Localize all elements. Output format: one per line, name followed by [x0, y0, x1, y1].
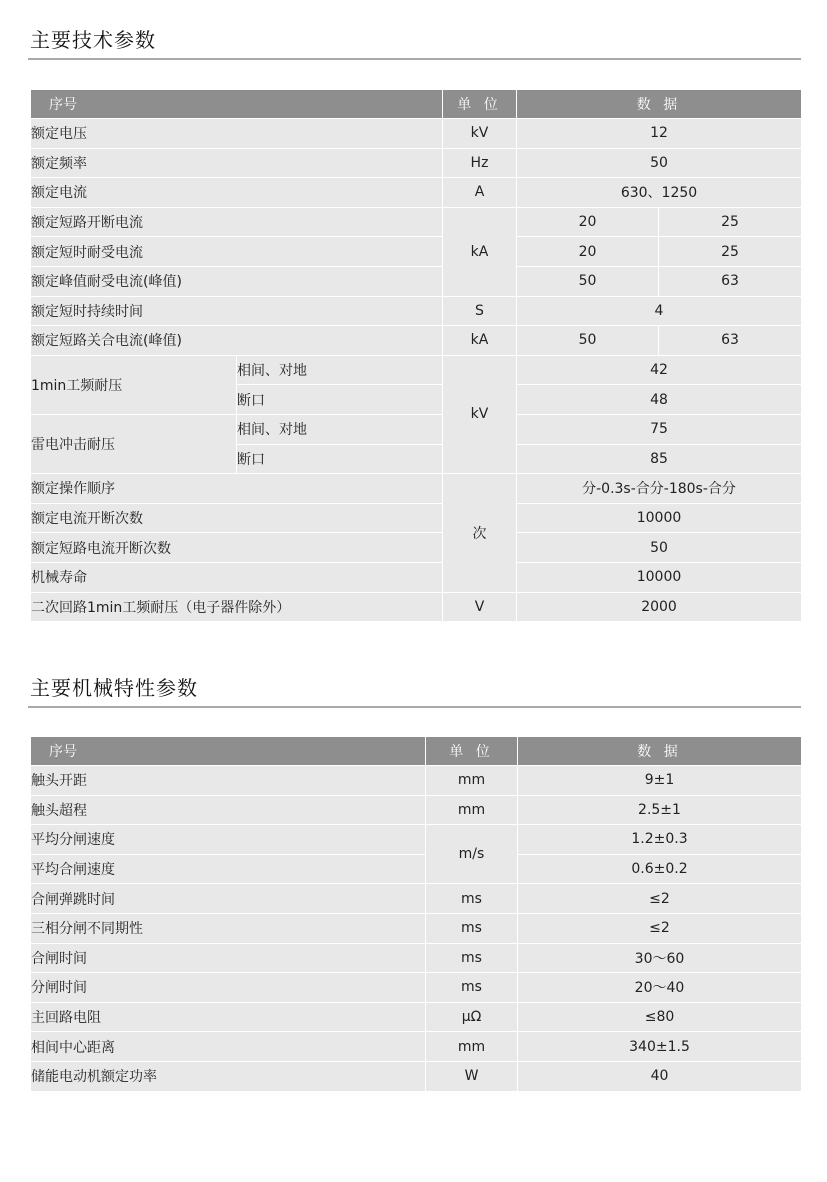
param-value-b: 25: [659, 207, 802, 237]
param-name: 额定电压: [31, 119, 443, 149]
table-row: [31, 503, 802, 533]
table-row: [31, 533, 802, 563]
param-value: 9±1: [518, 766, 802, 796]
param-name: 合闸时间: [31, 943, 426, 973]
table-row: [31, 148, 802, 178]
table-row: [31, 119, 802, 149]
param-unit: mm: [426, 766, 518, 796]
param-name: 额定电流: [31, 178, 443, 208]
header-data: 数 据: [517, 90, 802, 119]
param-value: 0.6±0.2: [518, 854, 802, 884]
section-divider: [28, 58, 801, 60]
param-unit: kA: [443, 207, 517, 296]
param-value-b: 63: [659, 326, 802, 356]
param-name: 合闸弹跳时间: [31, 884, 426, 914]
param-name: 额定短路关合电流(峰值): [31, 326, 443, 356]
table-header-row: [31, 90, 802, 119]
table-header-row: [31, 737, 802, 766]
param-value: 4: [517, 296, 802, 326]
param-unit: ms: [426, 884, 518, 914]
param-name: 主回路电阻: [31, 1002, 426, 1032]
param-value: ≤2: [518, 884, 802, 914]
param-value: 2000: [517, 592, 802, 622]
param-name: 触头开距: [31, 766, 426, 796]
header-unit: 单 位: [443, 90, 517, 119]
param-value-b: 25: [659, 237, 802, 267]
param-value: ≤2: [518, 913, 802, 943]
param-unit: V: [443, 592, 517, 622]
header-unit: 单 位: [426, 737, 518, 766]
header-data: 数 据: [518, 737, 802, 766]
param-unit: m/s: [426, 825, 518, 884]
table-row: [31, 1061, 802, 1091]
table-row: [31, 854, 802, 884]
param-unit: ms: [426, 943, 518, 973]
table-row: [31, 237, 802, 267]
param-value-a: 50: [517, 326, 659, 356]
table-row: [31, 326, 802, 356]
param-value: 75: [517, 414, 802, 444]
table-row: [31, 474, 802, 504]
table-row: [31, 414, 802, 444]
param-unit: A: [443, 178, 517, 208]
param-name: 平均分闸速度: [31, 825, 426, 855]
param-unit: μΩ: [426, 1002, 518, 1032]
table-row: [31, 913, 802, 943]
table-row: [31, 1002, 802, 1032]
param-subname: 相间、对地: [237, 355, 443, 385]
param-unit: 次: [443, 474, 517, 592]
param-unit: S: [443, 296, 517, 326]
param-unit: kV: [443, 119, 517, 149]
param-unit: W: [426, 1061, 518, 1091]
table-row: [31, 825, 802, 855]
param-unit: kV: [443, 355, 517, 473]
param-value: 340±1.5: [518, 1032, 802, 1062]
param-value: 50: [517, 148, 802, 178]
technical-parameters-table: [30, 89, 802, 622]
section-divider: [28, 706, 801, 708]
param-name: 额定短路开断电流: [31, 207, 443, 237]
section-title-technical: 主要技术参数: [30, 28, 156, 52]
param-unit: Hz: [443, 148, 517, 178]
param-value-b: 63: [659, 266, 802, 296]
param-unit: mm: [426, 795, 518, 825]
param-name: 额定短时耐受电流: [31, 237, 443, 267]
param-value-a: 20: [517, 207, 659, 237]
param-name: 额定短路电流开断次数: [31, 533, 443, 563]
param-value: 85: [517, 444, 802, 474]
param-value: 48: [517, 385, 802, 415]
table-row: [31, 973, 802, 1003]
table-row: [31, 884, 802, 914]
param-name: 触头超程: [31, 795, 426, 825]
param-name: 额定电流开断次数: [31, 503, 443, 533]
param-name: 分闸时间: [31, 973, 426, 1003]
param-value: ≤80: [518, 1002, 802, 1032]
param-subname: 断口: [237, 444, 443, 474]
param-name: 额定操作顺序: [31, 474, 443, 504]
param-name: 三相分闸不同期性: [31, 913, 426, 943]
table-row: [31, 795, 802, 825]
param-name: 二次回路1min工频耐压（电子器件除外）: [31, 592, 443, 622]
param-value: 630、1250: [517, 178, 802, 208]
table-row: [31, 355, 802, 385]
param-unit: ms: [426, 973, 518, 1003]
section-title-mechanical: 主要机械特性参数: [30, 676, 198, 700]
table-row: [31, 296, 802, 326]
param-value: 1.2±0.3: [518, 825, 802, 855]
param-name: 相间中心距离: [31, 1032, 426, 1062]
param-name: 机械寿命: [31, 562, 443, 592]
table-row: [31, 562, 802, 592]
table-row: [31, 766, 802, 796]
table-row: [31, 178, 802, 208]
table-row: [31, 592, 802, 622]
param-value: 20～40: [518, 973, 802, 1003]
param-value-a: 50: [517, 266, 659, 296]
table-row: [31, 943, 802, 973]
param-unit: mm: [426, 1032, 518, 1062]
param-value: 分-0.3s-合分-180s-合分: [517, 474, 802, 504]
table-row: [31, 207, 802, 237]
param-unit: ms: [426, 913, 518, 943]
param-value: 42: [517, 355, 802, 385]
param-value: 10000: [517, 503, 802, 533]
param-name: 储能电动机额定功率: [31, 1061, 426, 1091]
param-value: 30～60: [518, 943, 802, 973]
param-value: 10000: [517, 562, 802, 592]
param-subname: 相间、对地: [237, 414, 443, 444]
param-name: 雷电冲击耐压: [31, 414, 237, 473]
param-value-a: 20: [517, 237, 659, 267]
mechanical-parameters-table: [30, 736, 802, 1092]
param-subname: 断口: [237, 385, 443, 415]
param-name: 额定频率: [31, 148, 443, 178]
param-name: 1min工频耐压: [31, 355, 237, 414]
header-index: 序号: [31, 737, 426, 766]
table-row: [31, 1032, 802, 1062]
param-value: 2.5±1: [518, 795, 802, 825]
param-name: 平均合闸速度: [31, 854, 426, 884]
param-name: 额定峰值耐受电流(峰值): [31, 266, 443, 296]
table-row: [31, 266, 802, 296]
param-unit: kA: [443, 326, 517, 356]
header-index: 序号: [31, 90, 443, 119]
param-name: 额定短时持续时间: [31, 296, 443, 326]
param-value: 50: [517, 533, 802, 563]
param-value: 40: [518, 1061, 802, 1091]
param-value: 12: [517, 119, 802, 149]
